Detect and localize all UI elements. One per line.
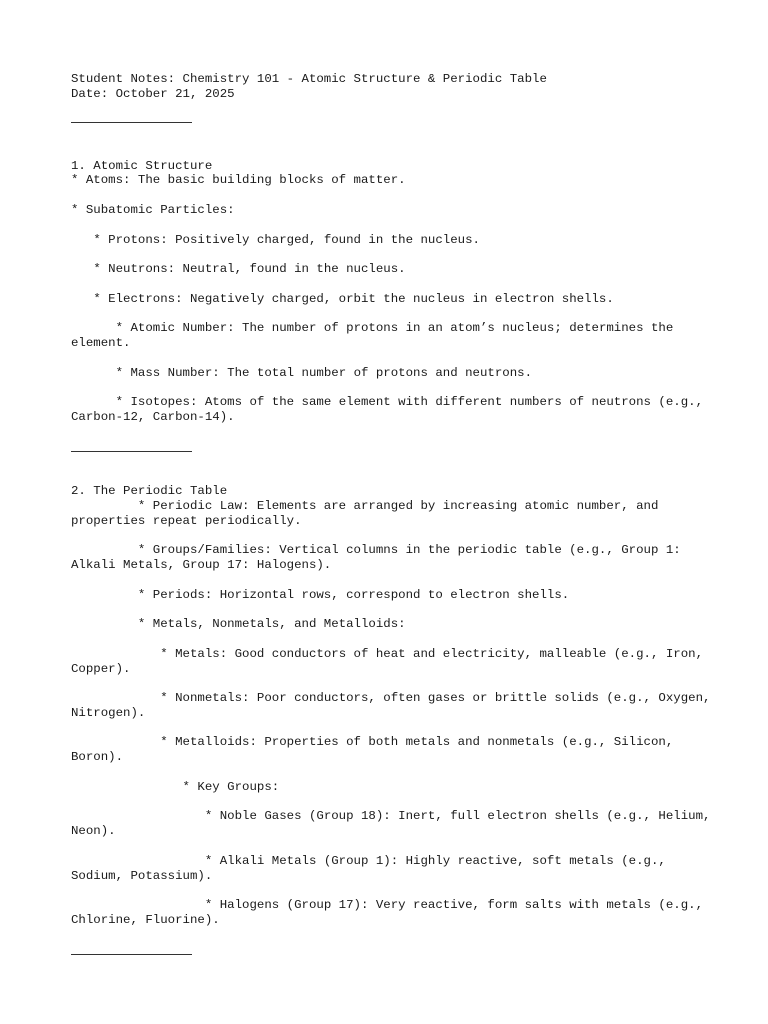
section-heading: 2. The Periodic Table — [71, 483, 228, 498]
note-periods: * Periods: Horizontal rows, correspond to electron shells. — [71, 587, 570, 602]
note-nonmetals: * Nonmetals: Poor conductors, often gases or brittle solids (e.g., Oxygen, Nitrogen). — [71, 691, 718, 720]
note-alkali-metals: * Alkali Metals (Group 1): Highly reactive, soft metals (e.g., Sodium, Potassium). — [71, 853, 674, 883]
note-atomic-number: * Atomic Number: The number of protons in an atom’s nucleus; determines the element. — [71, 321, 681, 351]
note-electrons: * Electrons: Negatively charged, orbit the nucleus in electron shells. — [71, 291, 614, 306]
note-groups-families: * Groups/Families: Vertical columns in the periodic table (e.g., Group 1: Alkali Metals, Group 17: Halogens). — [71, 543, 689, 572]
note-atoms: * Atoms: The basic building blocks of matter. — [71, 173, 406, 188]
document-title: Student Notes: Chemistry 101 - Atomic Structure & Periodic Table — [71, 72, 547, 86]
divider-3 — [71, 954, 192, 955]
section-heading: 1. Atomic Structure — [71, 158, 213, 173]
note-neutrons: * Neutrons: Neutral, found in the nucleus. — [71, 262, 406, 277]
note-key-groups: * Key Groups: — [71, 779, 280, 794]
note-halogens: * Halogens (Group 17): Very reactive, form salts with metals (e.g., Chlorine, Fluorine). — [71, 898, 711, 928]
note-protons: * Protons: Positively charged, found in the nucleus. — [71, 232, 480, 247]
section-atomic-structure — [71, 159, 711, 425]
note-metals: * Metals: Good conductors of heat and electricity, malleable (e.g., Iron, Copper). — [71, 646, 711, 676]
note-periodic-law: * Periodic Law: Elements are arranged by increasing atomic number, and properties repeat periodically. — [71, 498, 666, 528]
note-isotopes: * Isotopes: Atoms of the same element with different numbers of neutrons (e.g., Carbon-12, Carbon-14). — [71, 395, 711, 425]
note-subatomic-particles: * Subatomic Particles: — [71, 202, 235, 217]
note-mass-number: * Mass Number: The total number of protons and neutrons. — [71, 365, 533, 380]
document-date: Date: October 21, 2025 — [71, 86, 235, 101]
note-noble-gases: * Noble Gases (Group 18): Inert, full electron shells (e.g., Helium, Neon). — [71, 809, 718, 839]
notes-document — [71, 72, 718, 955]
note-metals-nonmetals-metalloids: * Metals, Nonmetals, and Metalloids: — [71, 617, 406, 632]
note-metalloids: * Metalloids: Properties of both metals and nonmetals (e.g., Silicon, Boron). — [71, 735, 681, 765]
section-periodic-table — [71, 483, 718, 928]
